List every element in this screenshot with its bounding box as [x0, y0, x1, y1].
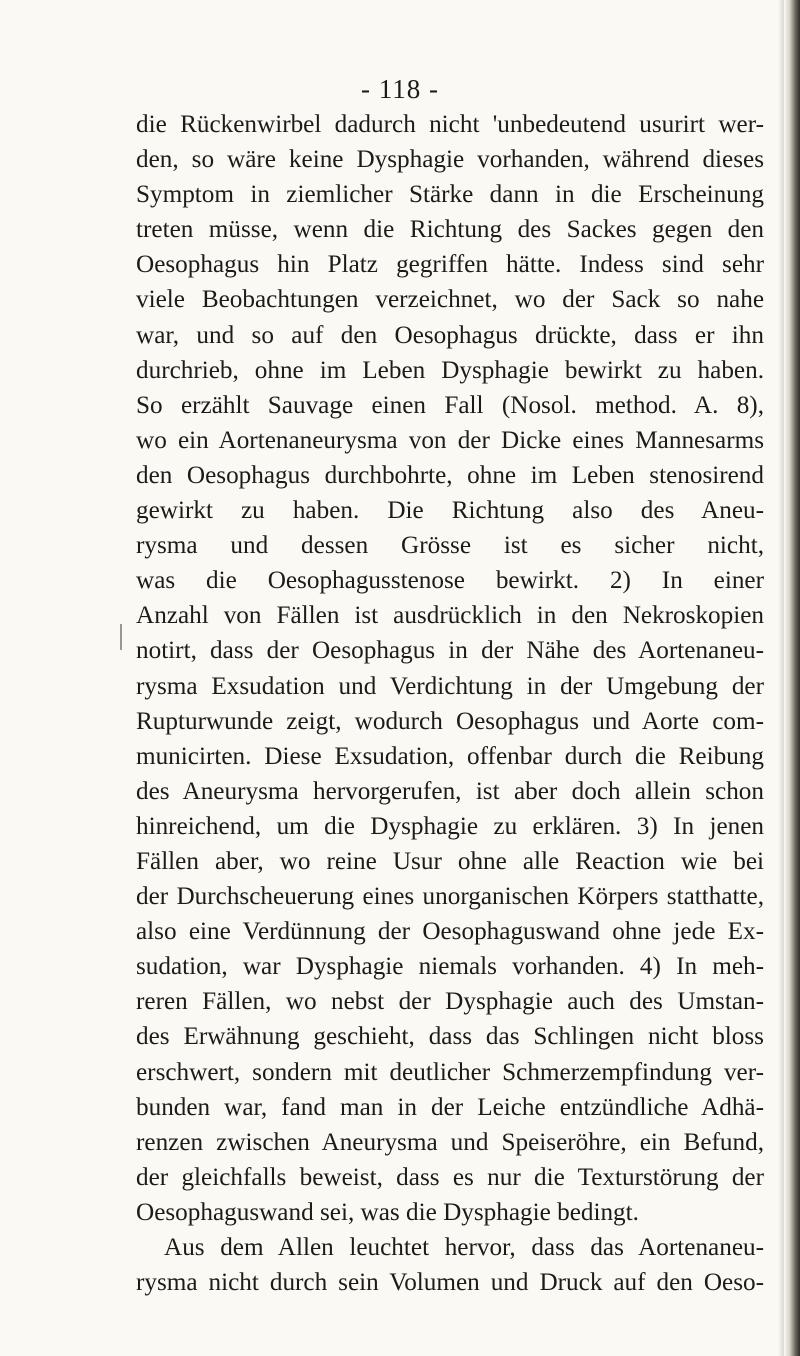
text-line: municirten. Diese Exsudation, offenbar durch die Reibung: [136, 742, 764, 770]
text-line: hinreichend, um die Dysphagie zu erklären. 3) In jenen: [136, 812, 764, 840]
page-number: - 118 -: [361, 74, 439, 104]
text-line: Rupturwunde zeigt, wodurch Oesophagus und Aorte com-: [136, 707, 764, 735]
text-line: Fällen aber, wo reine Usur ohne alle Reaction wie bei: [136, 847, 764, 875]
text-line: notirt, dass der Oesophagus in der Nähe des Aortenaneu-: [136, 637, 764, 665]
text-line: rysma und dessen Grösse ist es sicher nicht,: [136, 532, 764, 560]
text-line: die Rückenwirbel dadurch nicht 'unbedeutend usurirt wer-: [136, 111, 764, 138]
text-line: des Erwähnung geschieht, dass das Schlingen nicht bloss: [136, 1023, 764, 1051]
text-line: Aus dem Allen leuchtet hervor, dass das Aortenaneu-: [164, 1234, 764, 1261]
text-line: erschwert, sondern mit deutlicher Schmerzempfindung ver-: [136, 1058, 764, 1086]
text-line: durchrieb, ohne im Leben Dysphagie bewirkt zu haben.: [136, 356, 764, 384]
margin-mark: [120, 624, 122, 650]
text-line: Oesophaguswand sei, was die Dysphagie bedingt.: [136, 1198, 639, 1226]
text-line: gewirkt zu haben. Die Richtung also des Aneu-: [136, 497, 764, 525]
text-line: Oesophagus hin Platz gegriffen hätte. Indess sind sehr: [136, 251, 764, 279]
text-line: reren Fällen, wo nebst der Dysphagie auch des Umstan-: [136, 988, 764, 1016]
body-text: [136, 107, 764, 1300]
text-line: bunden war, fand man in der Leiche entzündliche Adhä-: [136, 1093, 764, 1121]
text-line: treten müsse, wenn die Richtung des Sackes gegen den: [136, 216, 764, 244]
text-line: So erzählt Sauvage einen Fall (Nosol. method. A. 8),: [136, 391, 764, 419]
text-line: sudation, war Dysphagie niemals vorhanden. 4) In meh-: [136, 953, 764, 981]
text-line: den, so wäre keine Dysphagie vorhanden, während dieses: [136, 146, 764, 174]
text-line: Symptom in ziemlicher Stärke dann in die Erscheinung: [136, 181, 764, 209]
text-line: rysma nicht durch sein Volumen und Druck auf den Oeso-: [136, 1269, 764, 1297]
text-line: rysma Exsudation und Verdichtung in der Umgebung der: [136, 672, 764, 700]
text-line: renzen zwischen Aneurysma und Speiseröhre, ein Befund,: [136, 1128, 764, 1156]
text-line: wo ein Aortenaneurysma von der Dicke eines Mannesarms: [136, 426, 764, 454]
text-line: viele Beobachtungen verzeichnet, wo der Sack so nahe: [136, 286, 764, 314]
text-line: den Oesophagus durchbohrte, ohne im Leben stenosirend: [136, 461, 764, 489]
text-line: war, und so auf den Oesophagus drückte, dass er ihn: [136, 321, 764, 349]
text-line: der gleichfalls beweist, dass es nur die Texturstörung der: [136, 1163, 764, 1191]
text-line: was die Oesophagusstenose bewirkt. 2) In einer: [136, 567, 764, 595]
text-line: Anzahl von Fällen ist ausdrücklich in den Nekroskopien: [136, 602, 764, 630]
binding-shadow: [784, 0, 800, 1356]
text-line: also eine Verdünnung der Oesophaguswand ohne jede Ex-: [136, 918, 764, 946]
text-line: des Aneurysma hervorgerufen, ist aber doch allein schon: [136, 777, 764, 805]
text-line: der Durchscheuerung eines unorganischen Körpers statthatte,: [136, 883, 764, 911]
